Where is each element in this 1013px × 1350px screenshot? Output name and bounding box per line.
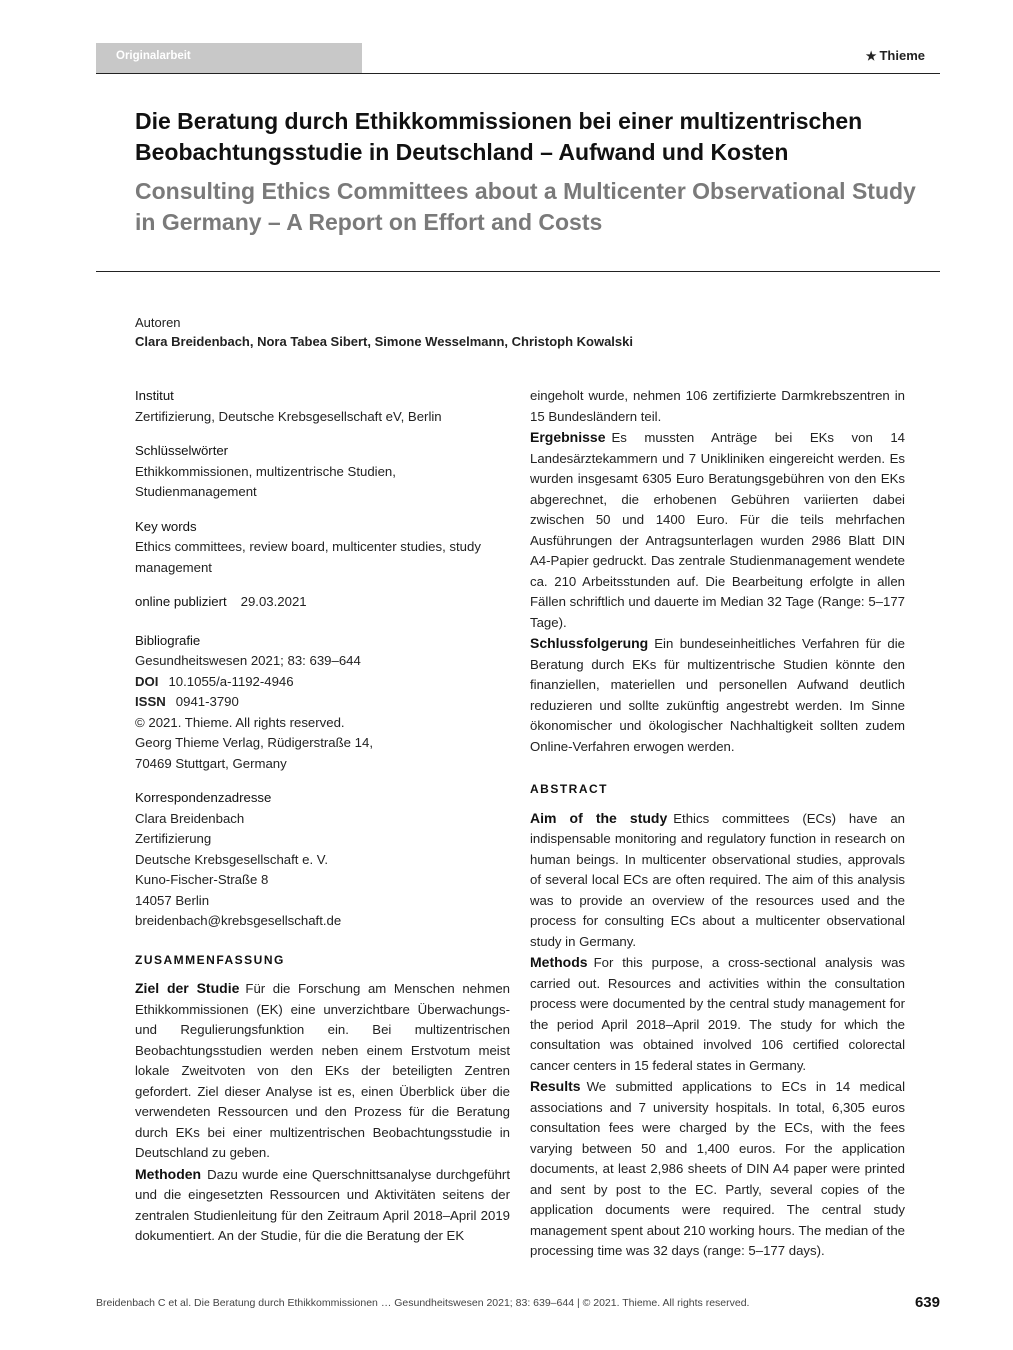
keywords-de-label: Schlüsselwörter bbox=[135, 443, 229, 458]
keywords-de-value: Ethikkommissionen, multizentrische Studien, Studienmanagement bbox=[135, 463, 396, 499]
bibliography-label: Bibliografie bbox=[135, 632, 201, 648]
authors-label: Autoren bbox=[135, 315, 181, 330]
correspondence-line: Clara Breidenbach bbox=[135, 810, 245, 826]
aim-paragraph bbox=[530, 808, 905, 953]
results-text: We submitted applications to ECs in 14 medical associations and 7 university hospitals. In total, 6,305 euros consultation fees were charged by the ECs, with the fees varying between 50 and 1,400 euros. For the application documents, at least 2,986 sheets of DIN A4 paper were printed and sent by post to the EC. Partly, several copies of the application documents were required. The central study management spent about 210 working hours. The median of the processing time was 32 days (range: 5–177 days). bbox=[530, 1079, 905, 1258]
correspondence-email-link[interactable]: breidenbach@krebsgesellschaft.de bbox=[135, 913, 342, 928]
institute-label: Institut bbox=[135, 388, 174, 403]
schlussfolgerung-heading: Schlussfolgerung bbox=[530, 635, 649, 651]
zusammenfassung-heading: ZUSAMMENFASSUNG bbox=[135, 952, 285, 967]
schlussfolgerung-text: Ein bundeseinheitliches Verfahren für die Beratung durch EKs für multizentrische Studien könnte den finanziellen, materiellen und personellen Aufwand deutlich reduzieren und sollte zukünftig angestrebt werden. Im Sinne ökonomischer und ökologischer Nachhaltigkeit sollten zudem Online-Verfahren erwogen werden. bbox=[530, 636, 905, 754]
publisher-logo bbox=[866, 48, 925, 63]
ziel-paragraph bbox=[135, 978, 510, 1164]
methoden-paragraph bbox=[135, 1164, 510, 1247]
publisher-address-line1: Georg Thieme Verlag, Rüdigerstraße 14, bbox=[135, 735, 373, 750]
methoden-text: Dazu wurde eine Querschnittsanalyse durchgeführt und die eingesetzten Ressourcen und Aktivitäten seitens der zentralen Studienleitung für den Zeitraum April 2018–April 2019 dokumentiert. An der Studie, für die die Beratung der EK bbox=[135, 1166, 510, 1243]
keywords-en-label: Key words bbox=[135, 518, 197, 534]
online-published-block bbox=[135, 592, 510, 613]
authors-list: Clara Breidenbach, Nora Tabea Sibert, Simone Wesselmann, Christoph Kowalski bbox=[135, 334, 633, 349]
correspondence-line: Kuno-Fischer-Straße 8 bbox=[135, 872, 269, 887]
publisher-address-line2: 70469 Stuttgart, Germany bbox=[135, 755, 287, 771]
keywords-en-value: Ethics committees, review board, multicenter studies, study management bbox=[135, 539, 481, 575]
page-number: 639 bbox=[914, 1294, 940, 1311]
correspondence-line: Deutsche Krebsgesellschaft e. V. bbox=[135, 851, 329, 867]
keywords-en-block bbox=[135, 517, 510, 579]
ergebnisse-text: Es mussten Anträge bei EKs von 14 Landesärztekammern und 7 Unikliniken eingereicht werden. Es wurden insgesamt 6305 Euro Beratungsgebühren von den EKs abgerechnet, die erhobenen Gebühren variierten dabei zwischen 50 und 1400 Euro. Für die teils mehrfachen Ausführungen der Antragsunterlagen wurden 2986 Blatt DIN A4-Papier gedruckt. Das zentrale Studienmanagement wendete ca. 210 Arbeitsstunden auf. Die Bearbeitung erfolgte in allen Fällen schriftlich und dauerte im Median 32 Tage (Range: 5–177 Tage). bbox=[530, 430, 905, 630]
results-heading: Results bbox=[530, 1078, 581, 1094]
left-column bbox=[135, 386, 510, 1247]
aim-heading: Aim of the study bbox=[530, 809, 668, 826]
copyright-line: © 2021. Thieme. All rights reserved. bbox=[135, 714, 345, 730]
correspondence-line: 14057 Berlin bbox=[135, 892, 210, 908]
correspondence-block bbox=[135, 788, 510, 932]
title-rule bbox=[96, 271, 940, 272]
article-title-english: Consulting Ethics Committees about a Multicenter Observational Study in Germany – A Report on Effort and Costs bbox=[135, 178, 916, 235]
aim-text: Ethics committees (ECs) have an indispensable monitoring and regulatory function in research on human beings. In multicenter observational studies, approvals of several local ECs are often required. The aim of this analysis was to provide an overview of the resources used and the process for consulting ECs about a multicenter observational study in Germany. bbox=[530, 810, 905, 949]
schlussfolgerung-paragraph bbox=[530, 633, 905, 757]
methods-heading: Methods bbox=[530, 954, 588, 970]
correspondence-line: Zertifizierung bbox=[135, 831, 212, 846]
institute-value: Zertifizierung, Deutsche Krebsgesellschaft eV, Berlin bbox=[135, 408, 442, 424]
results-paragraph bbox=[530, 1076, 905, 1262]
ergebnisse-heading: Ergebnisse bbox=[530, 429, 606, 445]
issn-value: 0941-3790 bbox=[175, 694, 239, 709]
article-title-german: Die Beratung durch Ethikkommissionen bei einer multizentrischen Beobachtungsstudie in Deutschland – Aufwand und Kosten bbox=[135, 108, 863, 165]
bibliography-journal: Gesundheitswesen 2021; 83: 639–644 bbox=[135, 653, 361, 668]
methods-paragraph bbox=[530, 952, 905, 1076]
keywords-de-block bbox=[135, 441, 510, 503]
online-published-date: 29.03.2021 bbox=[240, 594, 307, 609]
ziel-heading: Ziel der Studie bbox=[135, 980, 240, 996]
issn-label: ISSN bbox=[135, 694, 166, 709]
correspondence-label: Korrespondenzadresse bbox=[135, 790, 272, 805]
online-published-label: online publiziert bbox=[135, 594, 227, 609]
footer-citation: Breidenbach C et al. Die Beratung durch Ethikkommissionen … Gesundheitswesen 2021; 83: 639–644 | © 2021. Thieme. All rights reserved. bbox=[96, 1297, 750, 1309]
thieme-logo-icon: ★ bbox=[865, 49, 877, 63]
methoden-continued: eingeholt wurde, nehmen 106 zertifizierte Darmkrebszentren in 15 Bundesländern teil. bbox=[530, 388, 905, 424]
publisher-name: Thieme bbox=[879, 48, 925, 63]
ergebnisse-paragraph bbox=[530, 427, 905, 633]
bibliography-block bbox=[135, 631, 510, 775]
right-column bbox=[530, 386, 905, 1262]
methoden-heading: Methoden bbox=[135, 1165, 202, 1182]
abstract-heading: ABSTRACT bbox=[530, 782, 608, 796]
institute-block bbox=[135, 386, 510, 427]
section-label: Originalarbeit bbox=[116, 50, 191, 62]
doi-value: 10.1055/a-1192-4946 bbox=[168, 673, 294, 689]
ziel-text: Für die Forschung am Menschen nehmen Ethikkommissionen (EK) eine unverzichtbare Überwachungs- und Regulierungsfunktion ein. Bei multizentrischen Beobachtungsstudien werden neben einem Erstvotum meist lokale Zweitvoten von den EKs der beteiligten Zentren gefordert. Ziel dieser Analyse ist es, einen Überblick über die verwendeten Ressourcen und den Prozess für die Beratung durch EKs bei einer multizentrischen Beobachtungsstudie in Deutschland zu geben. bbox=[135, 981, 511, 1160]
header-rule bbox=[96, 73, 940, 74]
methods-text: For this purpose, a cross-sectional analysis was carried out. Resources and activities within the consultation process were documented by the central study management for the period April 2018–April 2019. The study for which the consultation was obtained involved 106 certified colorectal cancer centers in 15 federal states in Germany. bbox=[530, 955, 905, 1073]
doi-label: DOI bbox=[135, 673, 159, 689]
